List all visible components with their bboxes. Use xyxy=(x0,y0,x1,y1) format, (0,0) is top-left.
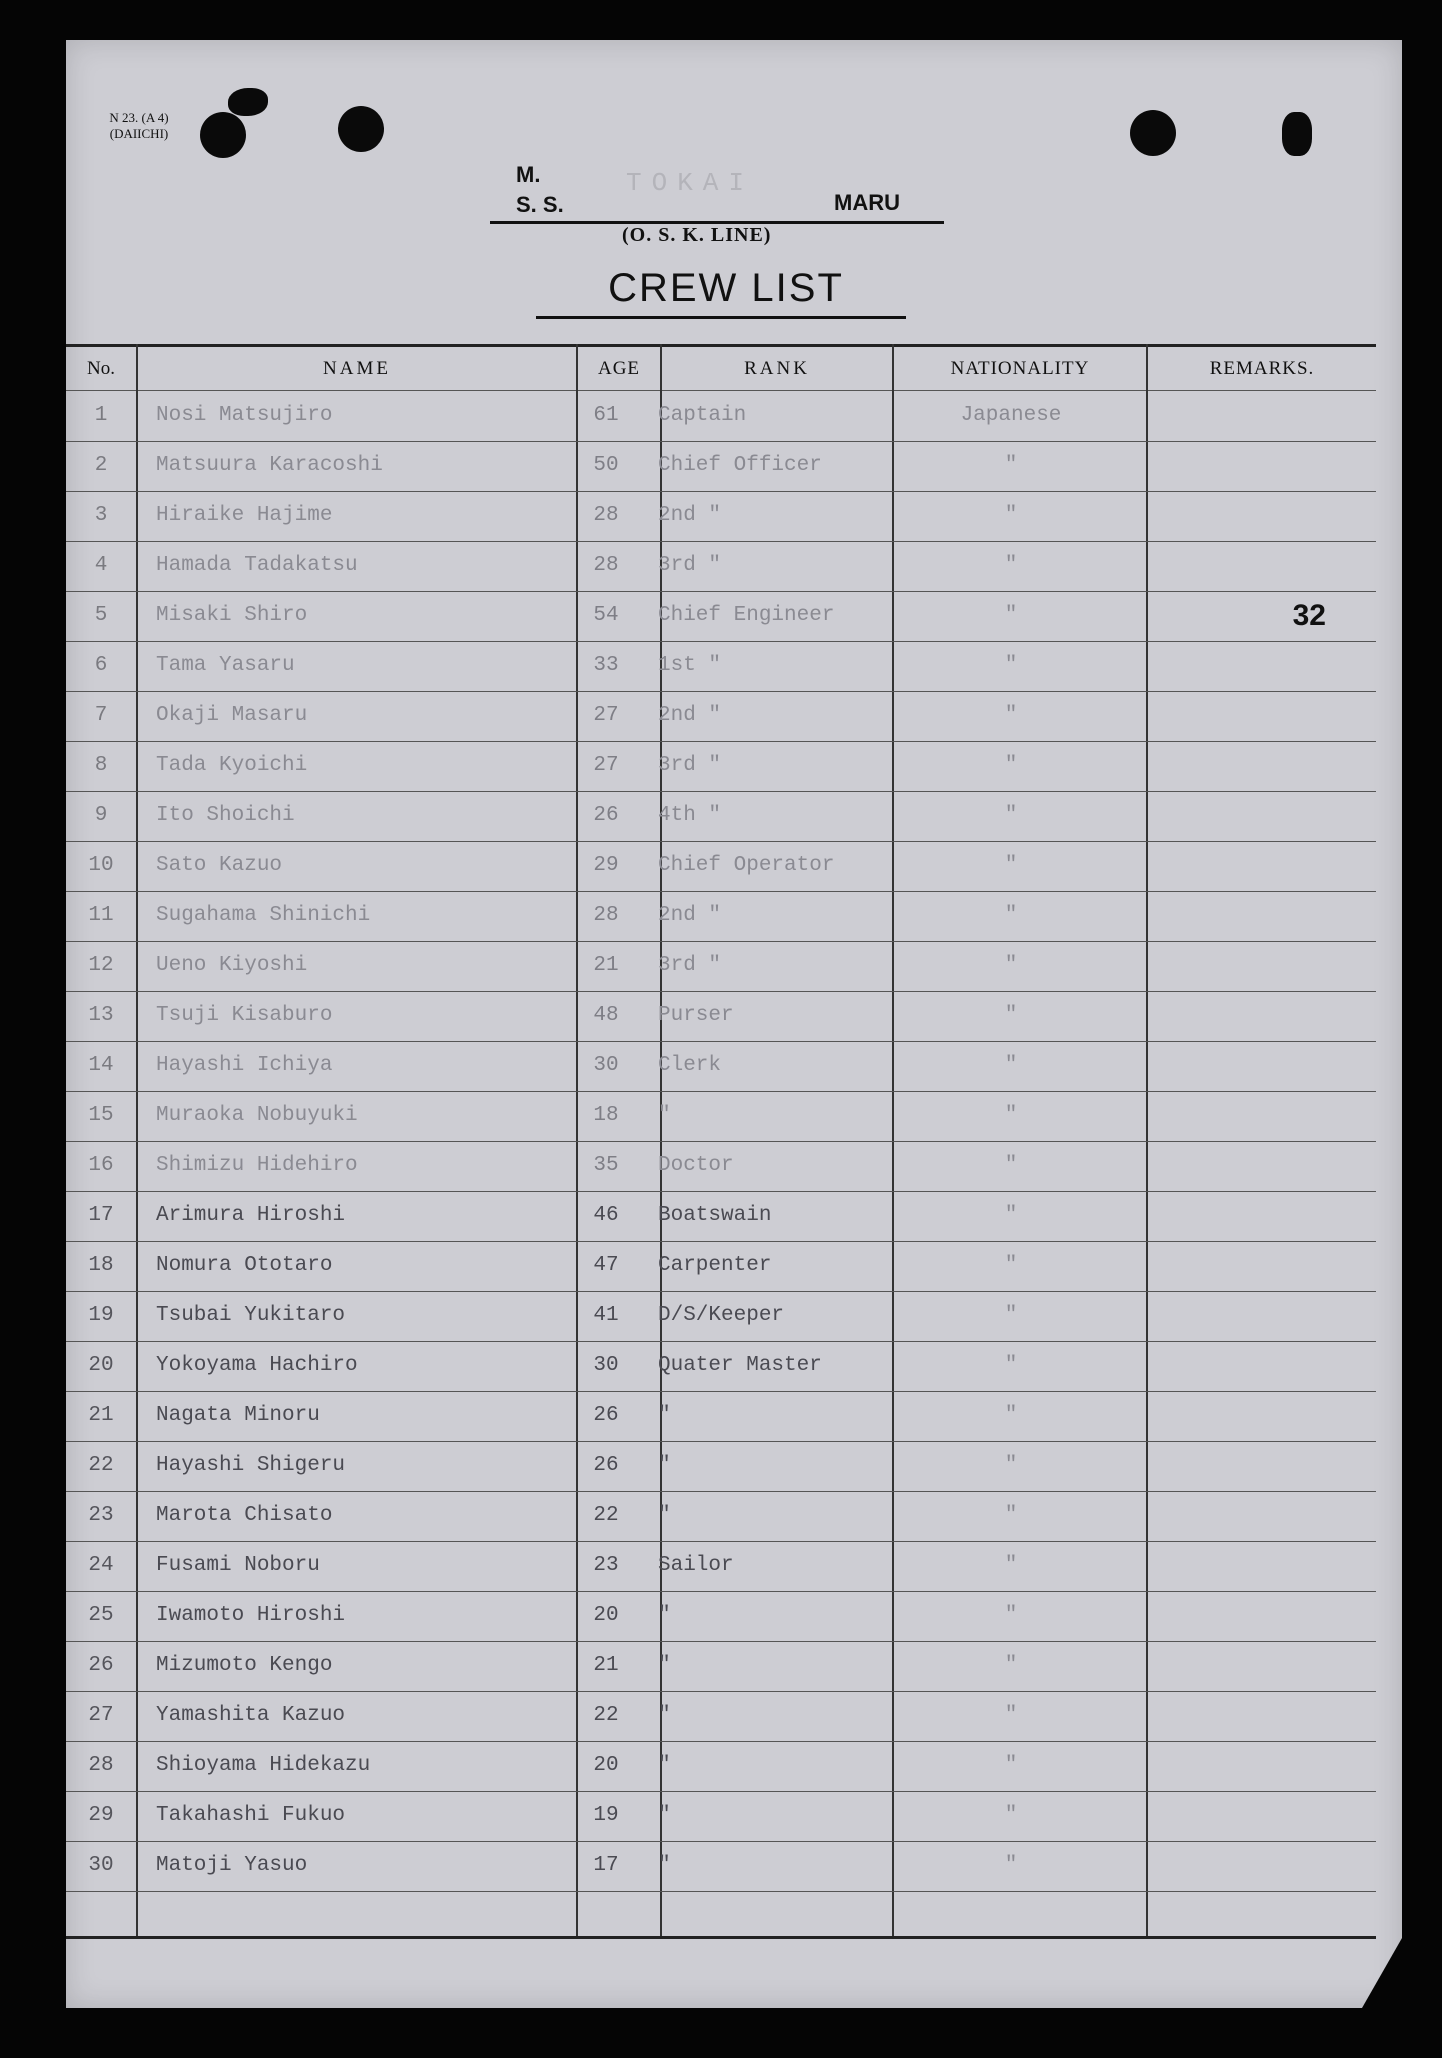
crew-remarks xyxy=(1146,1191,1366,1241)
crew-remarks xyxy=(1146,1591,1366,1641)
crew-nationality: " xyxy=(1004,504,1018,527)
crew-nationality: " xyxy=(1004,1454,1018,1477)
crew-rank: Doctor xyxy=(658,1154,734,1177)
row-number: 17 xyxy=(88,1204,114,1227)
punch-hole-icon xyxy=(338,106,384,152)
row-number: 5 xyxy=(94,604,108,627)
table-row xyxy=(66,541,1376,592)
crew-age: 46 xyxy=(593,1204,619,1227)
table-row xyxy=(66,1291,1376,1342)
crew-age: 18 xyxy=(593,1104,619,1127)
crew-remarks xyxy=(1146,1641,1366,1691)
table-row xyxy=(66,1791,1376,1842)
table-row xyxy=(66,641,1376,692)
crew-rank: 2nd " xyxy=(658,704,722,727)
crew-age: 19 xyxy=(593,1804,619,1827)
row-number: 11 xyxy=(88,904,114,927)
crew-nationality: " xyxy=(1004,1754,1018,1777)
crew-nationality: " xyxy=(1004,1604,1018,1627)
row-number: 6 xyxy=(94,654,108,677)
crew-age: 26 xyxy=(593,1454,619,1477)
row-number: 1 xyxy=(94,404,108,427)
crew-name: Nomura Ototaro xyxy=(156,1254,333,1277)
crew-nationality: " xyxy=(1004,1404,1018,1427)
table-row xyxy=(66,1241,1376,1292)
crew-age: 33 xyxy=(593,654,619,677)
crew-name: Matoji Yasuo xyxy=(156,1854,308,1877)
row-number: 23 xyxy=(88,1504,114,1527)
crew-age: 48 xyxy=(593,1004,619,1027)
crew-remarks xyxy=(1146,1791,1366,1841)
crew-age: 29 xyxy=(593,854,619,877)
row-number: 18 xyxy=(88,1254,114,1277)
crew-rank: Clerk xyxy=(658,1054,722,1077)
crew-remarks xyxy=(1146,1541,1366,1591)
crew-remarks xyxy=(1146,991,1366,1041)
crew-age: 27 xyxy=(593,704,619,727)
form-code-line2: (DAIICHI) xyxy=(109,126,169,141)
crew-age: 21 xyxy=(593,1654,619,1677)
crew-nationality: " xyxy=(1004,1654,1018,1677)
crew-rank: D/S/Keeper xyxy=(658,1304,785,1327)
crew-rank: " xyxy=(658,1754,671,1777)
column-header-nationality: NATIONALITY xyxy=(950,358,1090,379)
table-top-rule xyxy=(66,344,1376,347)
ink-blot-icon xyxy=(228,88,268,116)
crew-rank: Sailor xyxy=(658,1554,734,1577)
crew-remarks: 32 xyxy=(1292,599,1326,632)
crew-name: Arimura Hiroshi xyxy=(156,1204,346,1227)
crew-rank: Carpenter xyxy=(658,1254,772,1277)
crew-rank: Chief Officer xyxy=(658,454,822,477)
crew-nationality: Japanese xyxy=(960,404,1062,427)
row-number: 7 xyxy=(94,704,108,727)
crew-name: Fusami Noboru xyxy=(156,1554,320,1577)
row-number: 26 xyxy=(88,1654,114,1677)
row-number: 21 xyxy=(88,1404,114,1427)
crew-remarks xyxy=(1146,1741,1366,1791)
crew-age: 27 xyxy=(593,754,619,777)
crew-nationality: " xyxy=(1004,454,1018,477)
crew-age: 22 xyxy=(593,1504,619,1527)
crew-rank: " xyxy=(658,1704,671,1727)
row-number: 14 xyxy=(88,1054,114,1077)
crew-rank: 3rd " xyxy=(658,954,722,977)
crew-rank: Captain xyxy=(658,404,747,427)
crew-name: Marota Chisato xyxy=(156,1504,333,1527)
crew-age: 54 xyxy=(593,604,619,627)
crew-age: 28 xyxy=(593,504,619,527)
form-code-line1: N 23. (A 4) xyxy=(109,110,169,125)
crew-name: Sugahama Shinichi xyxy=(156,904,371,927)
table-row xyxy=(66,1391,1376,1442)
crew-age: 30 xyxy=(593,1054,619,1077)
crew-name: Muraoka Nobuyuki xyxy=(156,1104,358,1127)
crew-nationality: " xyxy=(1004,1104,1018,1127)
row-number: 24 xyxy=(88,1554,114,1577)
row-number: 29 xyxy=(88,1804,114,1827)
column-header-remarks: REMARKS. xyxy=(1209,358,1315,379)
crew-rank: Purser xyxy=(658,1004,734,1027)
punch-hole-icon xyxy=(1130,110,1176,156)
crew-age: 21 xyxy=(593,954,619,977)
table-row xyxy=(66,441,1376,492)
crew-nationality: " xyxy=(1004,604,1018,627)
crew-name: Misaki Shiro xyxy=(156,604,308,627)
crew-remarks xyxy=(1146,891,1366,941)
row-number: 20 xyxy=(88,1354,114,1377)
crew-remarks xyxy=(1146,1491,1366,1541)
table-row xyxy=(66,391,1376,442)
ship-name: TOKAI xyxy=(626,168,755,198)
table-row xyxy=(66,1091,1376,1142)
crew-rank: " xyxy=(658,1604,671,1627)
crew-age: 47 xyxy=(593,1254,619,1277)
table-row xyxy=(66,791,1376,842)
crew-name: Tama Yasaru xyxy=(156,654,295,677)
table-row xyxy=(66,1541,1376,1592)
crew-rank: 4th " xyxy=(658,804,722,827)
table-row xyxy=(66,491,1376,542)
crew-rank: Chief Operator xyxy=(658,854,835,877)
crew-remarks xyxy=(1146,391,1366,441)
document-page xyxy=(66,40,1402,2008)
crew-nationality: " xyxy=(1004,954,1018,977)
crew-nationality: " xyxy=(1004,1154,1018,1177)
crew-rank: 1st " xyxy=(658,654,722,677)
crew-name: Yokoyama Hachiro xyxy=(156,1354,358,1377)
crew-rank: Quater Master xyxy=(658,1354,822,1377)
table-row xyxy=(66,1641,1376,1692)
crew-nationality: " xyxy=(1004,654,1018,677)
table-row xyxy=(66,1441,1376,1492)
crew-name: Mizumoto Kengo xyxy=(156,1654,333,1677)
table-row xyxy=(66,591,1376,642)
crew-rank: " xyxy=(658,1104,671,1127)
row-number: 28 xyxy=(88,1754,114,1777)
crew-name: Okaji Masaru xyxy=(156,704,308,727)
table-row xyxy=(66,1691,1376,1742)
crew-rank: " xyxy=(658,1454,671,1477)
crew-nationality: " xyxy=(1004,854,1018,877)
row-number: 27 xyxy=(88,1704,114,1727)
crew-remarks xyxy=(1146,741,1366,791)
crew-age: 26 xyxy=(593,1404,619,1427)
table-row xyxy=(66,1841,1376,1892)
crew-nationality: " xyxy=(1004,1504,1018,1527)
crew-rank: 3rd " xyxy=(658,554,722,577)
vessel-prefix xyxy=(516,160,564,220)
crew-remarks xyxy=(1146,691,1366,741)
row-number: 4 xyxy=(94,554,108,577)
crew-name: Hayashi Ichiya xyxy=(156,1054,333,1077)
table-row xyxy=(66,1141,1376,1192)
crew-remarks xyxy=(1146,1391,1366,1441)
crew-name: Nagata Minoru xyxy=(156,1404,320,1427)
crew-name: Hiraike Hajime xyxy=(156,504,333,527)
crew-rank: " xyxy=(658,1854,671,1877)
crew-age: 61 xyxy=(593,404,619,427)
crew-nationality: " xyxy=(1004,1704,1018,1727)
table-row xyxy=(66,691,1376,742)
crew-rank: " xyxy=(658,1804,671,1827)
row-number: 2 xyxy=(94,454,108,477)
crew-nationality: " xyxy=(1004,704,1018,727)
crew-name: Takahashi Fukuo xyxy=(156,1804,346,1827)
crew-nationality: " xyxy=(1004,1804,1018,1827)
crew-remarks xyxy=(1146,491,1366,541)
crew-age: 41 xyxy=(593,1304,619,1327)
row-number: 15 xyxy=(88,1104,114,1127)
crew-nationality: " xyxy=(1004,804,1018,827)
crew-remarks xyxy=(1146,541,1366,591)
table-row xyxy=(66,841,1376,892)
row-number: 22 xyxy=(88,1454,114,1477)
row-number: 12 xyxy=(88,954,114,977)
table-row xyxy=(66,1741,1376,1792)
crew-name: Matsuura Karacoshi xyxy=(156,454,383,477)
crew-nationality: " xyxy=(1004,1554,1018,1577)
crew-name: Iwamoto Hiroshi xyxy=(156,1604,346,1627)
crew-nationality: " xyxy=(1004,754,1018,777)
crew-age: 20 xyxy=(593,1754,619,1777)
crew-rank: Boatswain xyxy=(658,1204,772,1227)
crew-age: 30 xyxy=(593,1354,619,1377)
crew-nationality: " xyxy=(1004,1204,1018,1227)
punch-hole-icon xyxy=(1282,112,1312,156)
crew-age: 35 xyxy=(593,1154,619,1177)
crew-age: 28 xyxy=(593,554,619,577)
table-row xyxy=(66,941,1376,992)
table-row xyxy=(66,991,1376,1042)
table-row xyxy=(66,891,1376,942)
crew-age: 22 xyxy=(593,1704,619,1727)
crew-name: Sato Kazuo xyxy=(156,854,283,877)
punch-hole-icon xyxy=(200,112,246,158)
crew-remarks xyxy=(1146,791,1366,841)
title-underline xyxy=(536,316,906,319)
crew-remarks xyxy=(1146,441,1366,491)
crew-rank: 2nd " xyxy=(658,904,722,927)
ship-suffix: MARU xyxy=(834,190,900,215)
crew-name: Tsubai Yukitaro xyxy=(156,1304,346,1327)
row-number: 16 xyxy=(88,1154,114,1177)
table-row xyxy=(66,1041,1376,1092)
table-row xyxy=(66,1491,1376,1542)
crew-name: Nosi Matsujiro xyxy=(156,404,333,427)
crew-nationality: " xyxy=(1004,1304,1018,1327)
crew-remarks xyxy=(1146,1341,1366,1391)
row-number: 30 xyxy=(88,1854,114,1877)
crew-nationality: " xyxy=(1004,1854,1018,1877)
column-header-name: NAME xyxy=(323,358,391,379)
table-bottom-rule xyxy=(66,1936,1376,1939)
crew-remarks xyxy=(1146,1291,1366,1341)
prefix-m: M. xyxy=(516,162,541,187)
page-title: CREW LIST xyxy=(608,266,844,310)
row-number: 19 xyxy=(88,1304,114,1327)
crew-age: 26 xyxy=(593,804,619,827)
column-header-rank: RANK xyxy=(744,358,810,379)
crew-rank: 2nd " xyxy=(658,504,722,527)
row-number: 13 xyxy=(88,1004,114,1027)
crew-nationality: " xyxy=(1004,1354,1018,1377)
crew-name: Tsuji Kisaburo xyxy=(156,1004,333,1027)
crew-rank: " xyxy=(658,1404,671,1427)
crew-remarks xyxy=(1146,1241,1366,1291)
crew-age: 20 xyxy=(593,1604,619,1627)
crew-remarks xyxy=(1146,941,1366,991)
crew-nationality: " xyxy=(1004,1004,1018,1027)
crew-age: 28 xyxy=(593,904,619,927)
crew-rank: " xyxy=(658,1504,671,1527)
column-header-no: No. xyxy=(87,358,115,379)
table-row xyxy=(66,1341,1376,1392)
crew-name: Tada Kyoichi xyxy=(156,754,308,777)
crew-nationality: " xyxy=(1004,1254,1018,1277)
row-number: 9 xyxy=(94,804,108,827)
crew-name: Shioyama Hidekazu xyxy=(156,1754,371,1777)
crew-name: Yamashita Kazuo xyxy=(156,1704,346,1727)
crew-nationality: " xyxy=(1004,1054,1018,1077)
row-number: 3 xyxy=(94,504,108,527)
crew-nationality: " xyxy=(1004,554,1018,577)
crew-rank: Chief Engineer xyxy=(658,604,835,627)
prefix-ss: S. S. xyxy=(516,192,564,217)
row-number: 8 xyxy=(94,754,108,777)
table-row xyxy=(66,741,1376,792)
crew-remarks xyxy=(1146,1141,1366,1191)
crew-remarks xyxy=(1146,1441,1366,1491)
crew-rank: " xyxy=(658,1654,671,1677)
crew-remarks xyxy=(1146,841,1366,891)
crew-remarks xyxy=(1146,1841,1366,1891)
crew-name: Hayashi Shigeru xyxy=(156,1454,346,1477)
row-number: 25 xyxy=(88,1604,114,1627)
crew-nationality: " xyxy=(1004,904,1018,927)
company-name: (O. S. K. LINE) xyxy=(622,224,772,246)
crew-age: 23 xyxy=(593,1554,619,1577)
crew-remarks xyxy=(1146,1091,1366,1141)
crew-name: Hamada Tadakatsu xyxy=(156,554,358,577)
crew-remarks xyxy=(1146,641,1366,691)
crew-name: Ito Shoichi xyxy=(156,804,295,827)
row-number: 10 xyxy=(88,854,114,877)
table-row xyxy=(66,1591,1376,1642)
form-code xyxy=(84,110,194,142)
folded-corner xyxy=(1362,1938,1402,2008)
crew-name: Shimizu Hidehiro xyxy=(156,1154,358,1177)
table-row xyxy=(66,1191,1376,1242)
crew-rank: 3rd " xyxy=(658,754,722,777)
crew-remarks xyxy=(1146,1041,1366,1091)
crew-age: 17 xyxy=(593,1854,619,1877)
crew-age: 50 xyxy=(593,454,619,477)
crew-remarks xyxy=(1146,1691,1366,1741)
column-header-age: AGE xyxy=(597,358,641,379)
crew-name: Ueno Kiyoshi xyxy=(156,954,308,977)
